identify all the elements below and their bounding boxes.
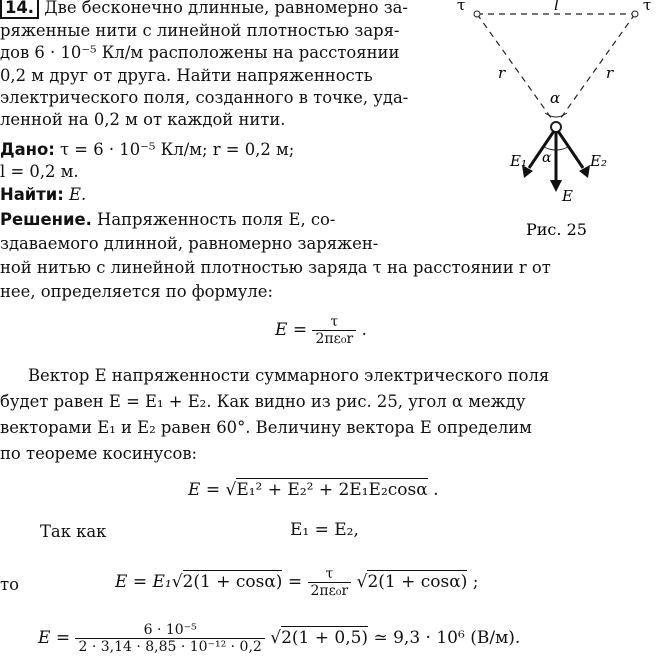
- label-alpha-mid: α: [542, 150, 552, 166]
- para2-line-1: Вектор E напряженности суммарного электрического поля: [28, 366, 550, 385]
- find-label: Найти:: [0, 185, 64, 204]
- since-label: Так как: [40, 522, 107, 541]
- formula-cosine-law: E = √E₁² + E₂² + 2E₁E₂cosα .: [188, 480, 439, 500]
- figure-25: [450, 0, 661, 245]
- label-E2: E₂: [590, 152, 607, 170]
- given-label: Дано:: [0, 140, 55, 159]
- problem-line-2: ряженные нити с линейной плотностью заря-: [0, 21, 400, 40]
- solution-line-1: Решение. Напряженность поля E, со-: [0, 210, 336, 229]
- label-E: E: [562, 187, 573, 205]
- label-r-left: r: [498, 64, 506, 82]
- problem-number: 14.: [0, 0, 39, 19]
- solution-line-2: здаваемого длинной, равномерно заряжен-: [0, 234, 379, 253]
- problem-line-4: 0,2 м друг от друга. Найти напряженность: [0, 66, 373, 85]
- thread-left: [474, 11, 480, 17]
- line-r-right: [558, 14, 635, 122]
- given-line: [0, 140, 294, 160]
- formula-result-symbolic: E = E₁√2(1 + cosα) = $\frac{\tau}{\text{2πε₀r}}$ √2(1 + cosα) ;: [115, 566, 479, 599]
- find-text: E.: [69, 185, 87, 204]
- label-E1: E₁: [510, 152, 527, 170]
- since-formula: E₁ = E₂,: [290, 520, 359, 540]
- label-l: l: [554, 0, 559, 14]
- problem-line-1: 14. Две бесконечно длинные, равномерно за-: [0, 0, 408, 18]
- solution-label: Решение.: [0, 210, 92, 229]
- label-alpha-top: α: [550, 89, 561, 107]
- label-tau-left: τ: [457, 0, 466, 14]
- formula-field-strength: E = $\frac{\tau}{\text{2πε₀r}}$ .: [275, 314, 367, 347]
- para2-line-2: будет равен E = E₁ + E₂. Как видно из рис. 25, угол α между: [0, 392, 526, 411]
- solution-line-4: нее, определяется по формуле:: [0, 282, 273, 301]
- point: [551, 122, 561, 132]
- thread-right: [632, 11, 638, 17]
- given-line-2: l = 0,2 м.: [0, 162, 79, 181]
- solution-line-3: ной нитью с линейной плотностью заряда τ на расстоянии r от: [0, 258, 551, 277]
- line-r-left: [477, 14, 554, 122]
- formula-result-numeric: E = $\frac{\text{6 · 10⁻⁵}}{\text{2 · 3,14 · 8,85 · 10⁻¹² · 0,2}}$ √2(1 + 0,5) ≃ 9,3 · 10⁶ (В/м).: [38, 622, 521, 655]
- para2-line-3: векторами E₁ и E₂ равен 60°. Величину вектора E определим: [0, 418, 532, 437]
- label-tau-right: τ: [643, 0, 652, 14]
- find-line: [0, 185, 86, 205]
- problem-line-5: электрического поля, созданного в точке, уда-: [0, 88, 409, 107]
- problem-line-3: дов 6 · 10⁻⁵ Кл/м расположены на расстоянии: [0, 43, 400, 62]
- then-label: то: [0, 575, 19, 594]
- given-text: τ = 6 · 10⁻⁵ Кл/м; r = 0,2 м;: [60, 140, 295, 159]
- para2-line-4: по теореме косинусов:: [0, 444, 198, 463]
- problem-line-6: ленной на 0,2 м от каждой нити.: [0, 110, 286, 129]
- figure-caption: Рис. 25: [526, 220, 587, 239]
- label-r-right: r: [606, 64, 614, 82]
